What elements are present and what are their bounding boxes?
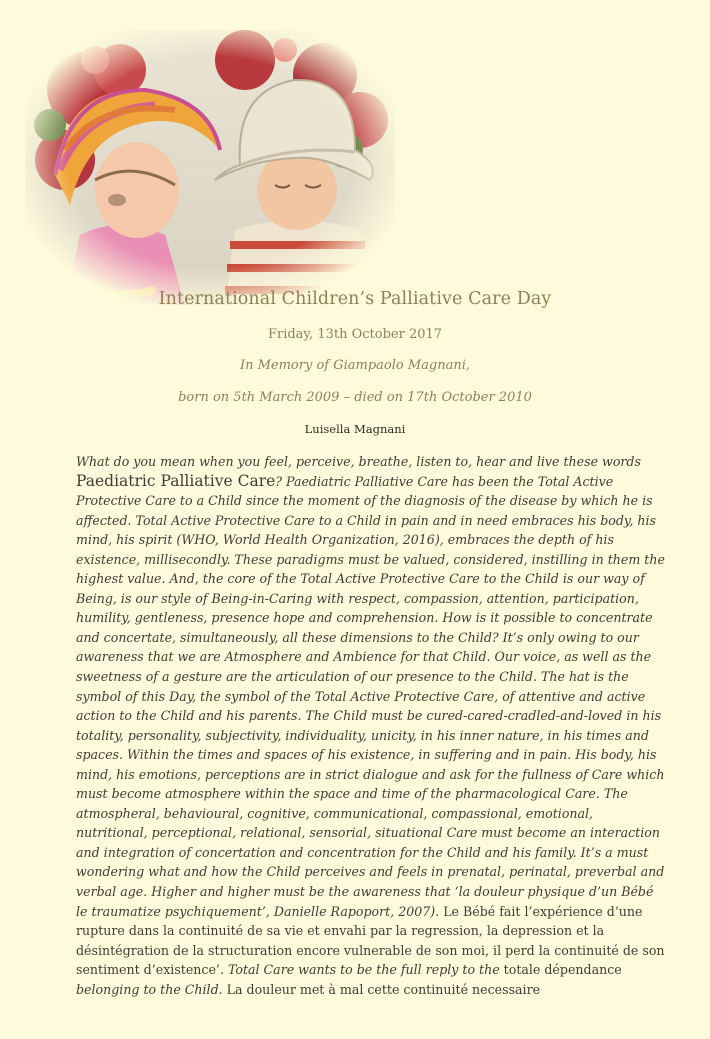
article-keyword: Paediatric Palliative Care [76, 471, 276, 490]
event-date: Friday, 13th October 2017 [267, 327, 443, 342]
memorial-line: In Memory of Giampaolo Magnani, [239, 358, 471, 373]
article-text-3: . Total Care wants to be the full reply to the [219, 962, 504, 978]
birth-death-dates: born on 5th March 2009 – died on 17th October 2010 [178, 390, 532, 405]
children-with-hats-illustration [25, 30, 395, 305]
article-body [76, 452, 666, 999]
author-name: Luisella Magnani [304, 422, 406, 436]
article-french-end: La douleur met à mal cette continuité necessaire [226, 981, 541, 997]
article-text-1: What do you mean when you feel, perceive, breathe, listen to, hear and live these words [76, 454, 641, 469]
page-title: International Children’s Palliative Care Day [158, 289, 552, 309]
article-french-quote: Le Bébé fait l’expérience d’une rupture dans la continuité de sa vie et envahi par la regression, la depression et la désintégration de la structuration encore vulnerable de son moi, il perd la continuité de son sentiment d’existence’ [76, 903, 665, 978]
article-text-4: belonging to the Child. [76, 981, 227, 997]
article-french-term: totale dépendance [503, 962, 622, 978]
article-text-2: ? Paediatric Palliative Care has been the Total Active Protective Care to a Child since the moment of the diagnosis of the disease by which he is affected. Total Active Protective Care to a Child in pain and in need embraces his body, his mind, his spirit (WHO, World Health Organization, 2016), embraces the depth of his existence, millisecondly. These paradigms must be valued, considered, instilling in them the highest value. And, the core of the Total Active Protective Care to the Child is our way of Being, is our style of Being-in-Caring with respect, compassion, attention, participation, humility, gentleness, presence hope and comprehension. How is it possible to concentrate and concertate, simultaneously, all these dimensions to the Child? It’s only owing to our awareness that we are Atmosphere and Ambience for that Child. Our voice, as well as the sweetness of a gesture are the articulation of our presence to the Child. The hat is the symbol of this Day, the symbol of the Total Active Protective Care, of attentive and active action to the Child and his parents. The Child must be cured-cared-cradled-and-loved in his totality, personality, subjectivity, individuality, unicity, in his inner nature, in his times and spaces. Within the times and spaces of his existence, in suffering and in pain. His body, his mind, his emotions, perceptions are in strict dialogue and ask for the fullness of Care which must become atmosphere within the space and time of the pharmacological Care. The atmospheral, behavioural, cognitive, communicational, compassional, emotional, nutritional, perceptional, relational, sensorial, situational Care must become an interaction and integration of concertation and concentration for the Child and his family. It’s a must wondering what and how the Child perceives and feels in prenatal, perinatal, preverbal and verbal age. Higher and higher must be the awareness that ‘la douleur physique d’un Bébé le traumatize psychiquement’, Danielle Rapoport, 2007). [76, 473, 665, 919]
